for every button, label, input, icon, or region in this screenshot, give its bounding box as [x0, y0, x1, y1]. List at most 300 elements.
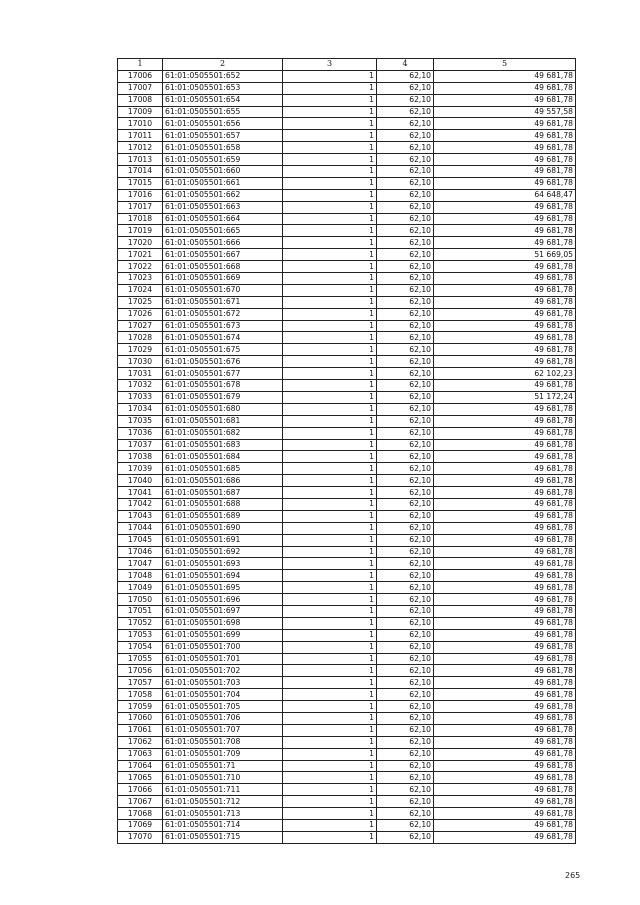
table-row — [118, 677, 576, 689]
table-row — [118, 629, 576, 641]
cadastral-number-cell: 61:01:0505501:676 — [163, 356, 283, 368]
row-number-cell: 17021 — [118, 249, 163, 261]
quantity-cell: 1 — [283, 724, 377, 736]
cadastral-number-cell: 61:01:0505501:682 — [163, 427, 283, 439]
value-cell: 49 681,78 — [434, 296, 576, 308]
quantity-cell: 1 — [283, 736, 377, 748]
row-number-cell: 17057 — [118, 677, 163, 689]
area-cell: 62,10 — [377, 130, 434, 142]
quantity-cell: 1 — [283, 261, 377, 273]
table-row — [118, 201, 576, 213]
row-number-cell: 17048 — [118, 570, 163, 582]
value-cell: 49 681,78 — [434, 546, 576, 558]
value-cell: 49 681,78 — [434, 796, 576, 808]
value-cell: 49 681,78 — [434, 320, 576, 332]
cadastral-number-cell: 61:01:0505501:664 — [163, 213, 283, 225]
value-cell: 49 681,78 — [434, 498, 576, 510]
quantity-cell: 1 — [283, 712, 377, 724]
value-cell: 49 681,78 — [434, 118, 576, 130]
row-number-cell: 17034 — [118, 403, 163, 415]
table-row — [118, 439, 576, 451]
cadastral-number-cell: 61:01:0505501:689 — [163, 510, 283, 522]
row-number-cell: 17027 — [118, 320, 163, 332]
table-row — [118, 166, 576, 178]
table-row — [118, 617, 576, 629]
row-number-cell: 17029 — [118, 344, 163, 356]
quantity-cell: 1 — [283, 653, 377, 665]
table-row — [118, 594, 576, 606]
table-row — [118, 368, 576, 380]
table-row — [118, 748, 576, 760]
area-cell: 62,10 — [377, 403, 434, 415]
area-cell: 62,10 — [377, 617, 434, 629]
quantity-cell: 1 — [283, 498, 377, 510]
cadastral-number-cell: 61:01:0505501:694 — [163, 570, 283, 582]
value-cell: 49 681,78 — [434, 487, 576, 499]
value-cell: 49 681,78 — [434, 831, 576, 843]
value-cell: 49 681,78 — [434, 261, 576, 273]
value-cell: 49 681,78 — [434, 736, 576, 748]
cadastral-number-cell: 61:01:0505501:698 — [163, 617, 283, 629]
value-cell: 49 681,78 — [434, 201, 576, 213]
cadastral-number-cell: 61:01:0505501:671 — [163, 296, 283, 308]
area-cell: 62,10 — [377, 534, 434, 546]
cadastral-number-cell: 61:01:0505501:665 — [163, 225, 283, 237]
column-header-4: 4 — [377, 59, 434, 71]
row-number-cell: 17055 — [118, 653, 163, 665]
value-cell: 64 648,47 — [434, 189, 576, 201]
row-number-cell: 17040 — [118, 475, 163, 487]
value-cell: 49 681,78 — [434, 522, 576, 534]
quantity-cell: 1 — [283, 534, 377, 546]
row-number-cell: 17052 — [118, 617, 163, 629]
area-cell: 62,10 — [377, 427, 434, 439]
table-row — [118, 356, 576, 368]
quantity-cell: 1 — [283, 106, 377, 118]
cadastral-number-cell: 61:01:0505501:703 — [163, 677, 283, 689]
row-number-cell: 17041 — [118, 487, 163, 499]
quantity-cell: 1 — [283, 784, 377, 796]
area-cell: 62,10 — [377, 677, 434, 689]
row-number-cell: 17039 — [118, 463, 163, 475]
quantity-cell: 1 — [283, 487, 377, 499]
cadastral-number-cell: 61:01:0505501:659 — [163, 154, 283, 166]
cadastral-number-cell: 61:01:0505501:660 — [163, 166, 283, 178]
value-cell: 49 681,78 — [434, 356, 576, 368]
row-number-cell: 17070 — [118, 831, 163, 843]
quantity-cell: 1 — [283, 582, 377, 594]
row-number-cell: 17020 — [118, 237, 163, 249]
row-number-cell: 17058 — [118, 689, 163, 701]
value-cell: 49 681,78 — [434, 558, 576, 570]
quantity-cell: 1 — [283, 748, 377, 760]
area-cell: 62,10 — [377, 261, 434, 273]
table-row — [118, 380, 576, 392]
area-cell: 62,10 — [377, 748, 434, 760]
row-number-cell: 17031 — [118, 368, 163, 380]
cadastral-number-cell: 61:01:0505501:662 — [163, 189, 283, 201]
cadastral-number-cell: 61:01:0505501:654 — [163, 94, 283, 106]
value-cell: 49 681,78 — [434, 380, 576, 392]
table-row — [118, 534, 576, 546]
cadastral-number-cell: 61:01:0505501:684 — [163, 451, 283, 463]
table-row — [118, 736, 576, 748]
row-number-cell: 17017 — [118, 201, 163, 213]
value-cell: 49 681,78 — [434, 225, 576, 237]
value-cell: 49 681,78 — [434, 820, 576, 832]
row-number-cell: 17069 — [118, 820, 163, 832]
value-cell: 49 681,78 — [434, 130, 576, 142]
value-cell: 49 681,78 — [434, 142, 576, 154]
table-row — [118, 522, 576, 534]
cadastral-number-cell: 61:01:0505501:678 — [163, 380, 283, 392]
row-number-cell: 17046 — [118, 546, 163, 558]
row-number-cell: 17043 — [118, 510, 163, 522]
area-cell: 62,10 — [377, 772, 434, 784]
cadastral-number-cell: 61:01:0505501:670 — [163, 284, 283, 296]
table-row — [118, 808, 576, 820]
table-row — [118, 118, 576, 130]
area-cell: 62,10 — [377, 70, 434, 82]
value-cell: 49 681,78 — [434, 344, 576, 356]
quantity-cell: 1 — [283, 94, 377, 106]
table-row — [118, 308, 576, 320]
quantity-cell: 1 — [283, 296, 377, 308]
value-cell: 49 681,78 — [434, 594, 576, 606]
cadastral-number-cell: 61:01:0505501:681 — [163, 415, 283, 427]
area-cell: 62,10 — [377, 724, 434, 736]
row-number-cell: 17068 — [118, 808, 163, 820]
table-row — [118, 570, 576, 582]
row-number-cell: 17037 — [118, 439, 163, 451]
cadastral-number-cell: 61:01:0505501:658 — [163, 142, 283, 154]
quantity-cell: 1 — [283, 689, 377, 701]
quantity-cell: 1 — [283, 332, 377, 344]
cadastral-number-cell: 61:01:0505501:713 — [163, 808, 283, 820]
cadastral-number-cell: 61:01:0505501:706 — [163, 712, 283, 724]
quantity-cell: 1 — [283, 760, 377, 772]
table-row — [118, 249, 576, 261]
row-number-cell: 17044 — [118, 522, 163, 534]
table-row — [118, 154, 576, 166]
area-cell: 62,10 — [377, 368, 434, 380]
cadastral-number-cell: 61:01:0505501:710 — [163, 772, 283, 784]
quantity-cell: 1 — [283, 594, 377, 606]
quantity-cell: 1 — [283, 617, 377, 629]
quantity-cell: 1 — [283, 356, 377, 368]
cadastral-number-cell: 61:01:0505501:655 — [163, 106, 283, 118]
table-row — [118, 82, 576, 94]
value-cell: 49 681,78 — [434, 570, 576, 582]
column-header-2: 2 — [163, 59, 283, 71]
value-cell: 49 681,78 — [434, 748, 576, 760]
cadastral-number-cell: 61:01:0505501:714 — [163, 820, 283, 832]
quantity-cell: 1 — [283, 70, 377, 82]
quantity-cell: 1 — [283, 237, 377, 249]
value-cell: 49 681,78 — [434, 94, 576, 106]
cadastral-number-cell: 61:01:0505501:688 — [163, 498, 283, 510]
table-row — [118, 582, 576, 594]
row-number-cell: 17010 — [118, 118, 163, 130]
table-row — [118, 820, 576, 832]
row-number-cell: 17042 — [118, 498, 163, 510]
row-number-cell: 17060 — [118, 712, 163, 724]
area-cell: 62,10 — [377, 570, 434, 582]
cadastral-number-cell: 61:01:0505501:656 — [163, 118, 283, 130]
quantity-cell: 1 — [283, 808, 377, 820]
table-row — [118, 451, 576, 463]
cadastral-number-cell: 61:01:0505501:687 — [163, 487, 283, 499]
value-cell: 49 681,78 — [434, 641, 576, 653]
value-cell: 49 681,78 — [434, 415, 576, 427]
row-number-cell: 17030 — [118, 356, 163, 368]
table-row — [118, 487, 576, 499]
area-cell: 62,10 — [377, 154, 434, 166]
quantity-cell: 1 — [283, 665, 377, 677]
value-cell: 51 172,24 — [434, 391, 576, 403]
row-number-cell: 17012 — [118, 142, 163, 154]
cadastral-number-cell: 61:01:0505501:702 — [163, 665, 283, 677]
table-row — [118, 213, 576, 225]
table-row — [118, 391, 576, 403]
cadastral-number-cell: 61:01:0505501:699 — [163, 629, 283, 641]
cadastral-number-cell: 61:01:0505501:697 — [163, 605, 283, 617]
cadastral-number-cell: 61:01:0505501:668 — [163, 261, 283, 273]
value-cell: 49 681,78 — [434, 772, 576, 784]
row-number-cell: 17036 — [118, 427, 163, 439]
row-number-cell: 17028 — [118, 332, 163, 344]
area-cell: 62,10 — [377, 201, 434, 213]
value-cell: 49 681,78 — [434, 451, 576, 463]
quantity-cell: 1 — [283, 820, 377, 832]
quantity-cell: 1 — [283, 570, 377, 582]
value-cell: 49 681,78 — [434, 463, 576, 475]
area-cell: 62,10 — [377, 808, 434, 820]
value-cell: 49 681,78 — [434, 475, 576, 487]
area-cell: 62,10 — [377, 582, 434, 594]
value-cell: 51 669,05 — [434, 249, 576, 261]
value-cell: 49 681,78 — [434, 154, 576, 166]
quantity-cell: 1 — [283, 284, 377, 296]
value-cell: 49 681,78 — [434, 677, 576, 689]
area-cell: 62,10 — [377, 118, 434, 130]
table-row — [118, 261, 576, 273]
row-number-cell: 17056 — [118, 665, 163, 677]
cadastral-number-cell: 61:01:0505501:674 — [163, 332, 283, 344]
area-cell: 62,10 — [377, 605, 434, 617]
cadastral-number-cell: 61:01:0505501:686 — [163, 475, 283, 487]
quantity-cell: 1 — [283, 225, 377, 237]
value-cell: 49 681,78 — [434, 629, 576, 641]
area-cell: 62,10 — [377, 712, 434, 724]
area-cell: 62,10 — [377, 296, 434, 308]
area-cell: 62,10 — [377, 332, 434, 344]
table-row — [118, 784, 576, 796]
area-cell: 62,10 — [377, 701, 434, 713]
area-cell: 62,10 — [377, 237, 434, 249]
area-cell: 62,10 — [377, 225, 434, 237]
table-row — [118, 332, 576, 344]
cadastral-number-cell: 61:01:0505501:673 — [163, 320, 283, 332]
value-cell: 49 681,78 — [434, 784, 576, 796]
column-header-3: 3 — [283, 59, 377, 71]
cadastral-number-cell: 61:01:0505501:715 — [163, 831, 283, 843]
table-row — [118, 546, 576, 558]
table-row — [118, 296, 576, 308]
table-row — [118, 712, 576, 724]
row-number-cell: 17035 — [118, 415, 163, 427]
cadastral-number-cell: 61:01:0505501:696 — [163, 594, 283, 606]
quantity-cell: 1 — [283, 439, 377, 451]
table-row — [118, 463, 576, 475]
quantity-cell: 1 — [283, 391, 377, 403]
area-cell: 62,10 — [377, 284, 434, 296]
value-cell: 49 681,78 — [434, 617, 576, 629]
quantity-cell: 1 — [283, 701, 377, 713]
table-row — [118, 189, 576, 201]
row-number-cell: 17007 — [118, 82, 163, 94]
area-cell: 62,10 — [377, 82, 434, 94]
quantity-cell: 1 — [283, 213, 377, 225]
table-row — [118, 94, 576, 106]
quantity-cell: 1 — [283, 177, 377, 189]
row-number-cell: 17011 — [118, 130, 163, 142]
quantity-cell: 1 — [283, 522, 377, 534]
table-row — [118, 427, 576, 439]
table-row — [118, 70, 576, 82]
table-row — [118, 701, 576, 713]
cadastral-number-cell: 61:01:0505501:679 — [163, 391, 283, 403]
quantity-cell: 1 — [283, 344, 377, 356]
value-cell: 49 681,78 — [434, 808, 576, 820]
table-row — [118, 510, 576, 522]
value-cell: 49 681,78 — [434, 724, 576, 736]
quantity-cell: 1 — [283, 427, 377, 439]
value-cell: 49 681,78 — [434, 582, 576, 594]
table-row — [118, 403, 576, 415]
row-number-cell: 17045 — [118, 534, 163, 546]
table-row — [118, 130, 576, 142]
area-cell: 62,10 — [377, 665, 434, 677]
value-cell: 49 681,78 — [434, 82, 576, 94]
table-row — [118, 760, 576, 772]
cadastral-number-cell: 61:01:0505501:677 — [163, 368, 283, 380]
value-cell: 49 681,78 — [434, 427, 576, 439]
value-cell: 49 681,78 — [434, 403, 576, 415]
area-cell: 62,10 — [377, 439, 434, 451]
quantity-cell: 1 — [283, 641, 377, 653]
cadastral-number-cell: 61:01:0505501:690 — [163, 522, 283, 534]
table-row — [118, 320, 576, 332]
row-number-cell: 17019 — [118, 225, 163, 237]
area-cell: 62,10 — [377, 831, 434, 843]
quantity-cell: 1 — [283, 796, 377, 808]
area-cell: 62,10 — [377, 451, 434, 463]
row-number-cell: 17059 — [118, 701, 163, 713]
cadastral-number-cell: 61:01:0505501:680 — [163, 403, 283, 415]
value-cell: 49 681,78 — [434, 273, 576, 285]
value-cell: 49 681,78 — [434, 439, 576, 451]
row-number-cell: 17062 — [118, 736, 163, 748]
area-cell: 62,10 — [377, 249, 434, 261]
area-cell: 62,10 — [377, 653, 434, 665]
quantity-cell: 1 — [283, 249, 377, 261]
cadastral-number-cell: 61:01:0505501:695 — [163, 582, 283, 594]
area-cell: 62,10 — [377, 391, 434, 403]
area-cell: 62,10 — [377, 344, 434, 356]
row-number-cell: 17053 — [118, 629, 163, 641]
quantity-cell: 1 — [283, 201, 377, 213]
cadastral-number-cell: 61:01:0505501:691 — [163, 534, 283, 546]
cadastral-number-cell: 61:01:0505501:707 — [163, 724, 283, 736]
cadastral-number-cell: 61:01:0505501:675 — [163, 344, 283, 356]
value-cell: 49 681,78 — [434, 760, 576, 772]
table-row — [118, 237, 576, 249]
quantity-cell: 1 — [283, 82, 377, 94]
page-number: 265 — [565, 871, 581, 880]
quantity-cell: 1 — [283, 189, 377, 201]
value-cell: 49 681,78 — [434, 332, 576, 344]
row-number-cell: 17022 — [118, 261, 163, 273]
cadastral-number-cell: 61:01:0505501:663 — [163, 201, 283, 213]
quantity-cell: 1 — [283, 273, 377, 285]
quantity-cell: 1 — [283, 368, 377, 380]
cadastral-number-cell: 61:01:0505501:704 — [163, 689, 283, 701]
value-cell: 49 557,58 — [434, 106, 576, 118]
area-cell: 62,10 — [377, 356, 434, 368]
table-row — [118, 475, 576, 487]
quantity-cell: 1 — [283, 475, 377, 487]
row-number-cell: 17033 — [118, 391, 163, 403]
cadastral-number-cell: 61:01:0505501:666 — [163, 237, 283, 249]
area-cell: 62,10 — [377, 380, 434, 392]
value-cell: 49 681,78 — [434, 70, 576, 82]
quantity-cell: 1 — [283, 320, 377, 332]
area-cell: 62,10 — [377, 106, 434, 118]
register-table — [117, 58, 576, 844]
value-cell: 49 681,78 — [434, 665, 576, 677]
cadastral-number-cell: 61:01:0505501:657 — [163, 130, 283, 142]
row-number-cell: 17008 — [118, 94, 163, 106]
table-row — [118, 273, 576, 285]
row-number-cell: 17024 — [118, 284, 163, 296]
table-row — [118, 665, 576, 677]
value-cell: 49 681,78 — [434, 177, 576, 189]
quantity-cell: 1 — [283, 772, 377, 784]
quantity-cell: 1 — [283, 403, 377, 415]
area-cell: 62,10 — [377, 522, 434, 534]
cadastral-number-cell: 61:01:0505501:709 — [163, 748, 283, 760]
area-cell: 62,10 — [377, 760, 434, 772]
cadastral-number-cell: 61:01:0505501:712 — [163, 796, 283, 808]
row-number-cell: 17063 — [118, 748, 163, 760]
area-cell: 62,10 — [377, 546, 434, 558]
area-cell: 62,10 — [377, 784, 434, 796]
quantity-cell: 1 — [283, 118, 377, 130]
row-number-cell: 17016 — [118, 189, 163, 201]
row-number-cell: 17006 — [118, 70, 163, 82]
row-number-cell: 17018 — [118, 213, 163, 225]
row-number-cell: 17050 — [118, 594, 163, 606]
cadastral-number-cell: 61:01:0505501:701 — [163, 653, 283, 665]
table-row — [118, 724, 576, 736]
table-row — [118, 415, 576, 427]
row-number-cell: 17061 — [118, 724, 163, 736]
area-cell: 62,10 — [377, 594, 434, 606]
quantity-cell: 1 — [283, 463, 377, 475]
table-row — [118, 772, 576, 784]
table-body — [118, 70, 576, 843]
